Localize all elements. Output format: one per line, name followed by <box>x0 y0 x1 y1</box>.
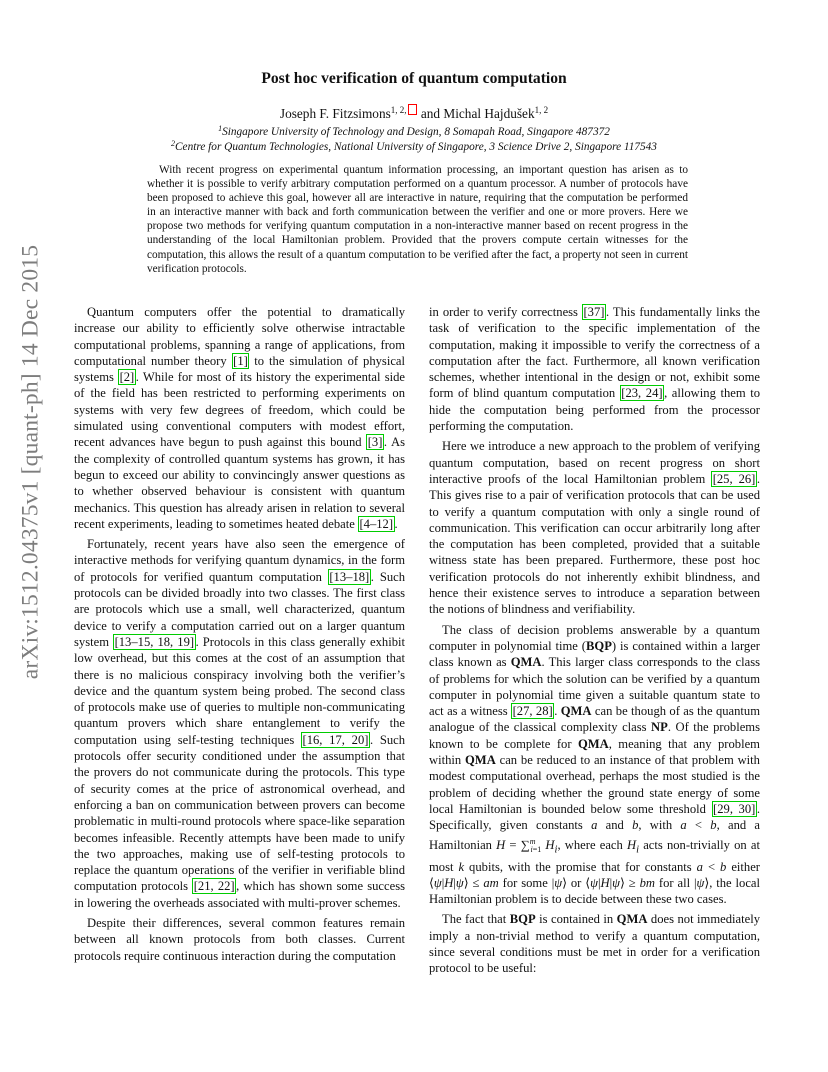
right-paragraph-2: Here we introduce a new approach to the problem of verifying quantum computation, based on recent progress on short interactive proofs of the local Hamiltonian problem [25, 26] . This gives rise to a pair of verification protocols that can be used to verify a quantum computation with only a single round of communication. This verification can occur arbitrarily long after the computation has been completed, provided that a suitable witness state has been prepared. Furthermore, these post hoc verification protocols do not inherently exhibit blindness, and hence their existence serves to introduce a separation between the notions of blindness and verifiability. <box>429 439 761 617</box>
citation-link[interactable]: [13–15, 18, 19] <box>114 634 195 649</box>
affiliation-2-sup: 2 <box>171 139 176 148</box>
right-column <box>429 304 760 981</box>
citation-link[interactable]: [1] <box>233 353 248 368</box>
citation-link[interactable]: [16, 17, 20] <box>302 732 369 747</box>
citation-link[interactable]: [23, 24] <box>621 386 663 401</box>
citation-link[interactable]: [25, 26] <box>712 471 756 486</box>
affiliation-1-text: Singapore University of Technology and Design, 8 Somapah Road, Singapore 487372 <box>222 126 610 138</box>
author-fitzsimons: Joseph F. Fitzsimons <box>279 106 391 121</box>
citation-link[interactable]: [13–18] <box>329 569 370 584</box>
citation-link[interactable]: [27, 28] <box>512 704 553 719</box>
footnote-link[interactable] <box>408 104 417 115</box>
arxiv-identifier: arXiv:1512.04375v1 [quant-ph] 14 Dec 2015 <box>17 244 44 680</box>
abstract: With recent progress on experimental quantum information processing, an important question has arisen as to whether it is possible to verify arbitrary computation performed on a quantum processor. A number of protocols have been proposed to achieve this goal, however all are interactive in nature, requiring that the computation be performed in an interactive manner with back and forth communication between the verifier and one or more provers. Here we propose two methods for verifying quantum computation in a non-interactive manner based on recent progress in the understanding of the local Hamiltonian problem. Provided that the provers compute certain witnesses for the computation, this allows the result of a quantum computation to be verified after the fact, a property not seen in current verification protocols. <box>147 164 688 275</box>
citation-link[interactable]: [3] <box>367 435 383 450</box>
left-paragraph-2: Fortunately, recent years have also seen the emergence of interactive methods for verifying quantum dynamics, in the form of protocols for verified quantum computation [13–18] . Such protocols can be divided broadly into two classes. The first class are protocols which use a small, well characterized, quantum device to verify a computation carried out on a larger quantum system [13–15, 18, 19] . Protocols in this class generally exhibit low overhead, but this comes at the cost of an assumption that there is no malicious conspiracy involving both the verifier’s device and the quantum system being probed. The second class of protocols make use of queries to multiple non-communicating quantum provers which share entanglement to verify the computation using self-testing techniques [16, 17, 20] . Such protocols offer security conditioned under the assumption that the provers do not communicate during the protocols. This type of security comes at the price of astronomical overhead, and enforcing a ban on communication between provers can become problematic in multi-round protocols where space-like separation becomes infeasible. Recently attempts have been made to unify the two approaches, making use of self-testing protocols to replace the quantum operations of the verifier in verifiable blind computation protocols [21, 22] , which has shown some success in lowering the overheads associated with multi-prover schemes. <box>74 537 406 910</box>
right-paragraph-3: The class of decision problems answerable by a quantum computer in polynomial time (BQP) is contained within a larger class known as QMA. This larger class corresponds to the class of problems for which the solution can be verified by a quantum computer in polynomial time given a suitable quantum state to act as a witness [27, 28] . QMA can be though of as the quantum analogue of the classical complexity class NP. Of the problems known to be complete for QMA, meaning that any problem within QMA can be reduced to an instance of that problem with modest computational overhead, perhaps the most studied is the problem of deciding whether the ground state energy of some local Hamiltonian is bounded below some threshold [29, 30] . Specifically, given constants a and b, with a < b, and a Hamiltonian H = ∑$^m_{i=1}$ $H_i$, where each $H_i$ acts non-trivially on at most k qubits, with the promise that for constants a < b either ⟨ψ|H|ψ⟩ ≤ am for some |ψ⟩ or ⟨ψ|H|ψ⟩ ≥ bm for all |ψ⟩, the local Hamiltonian problem is to decide between these two cases. <box>429 622 761 907</box>
right-paragraph-1: in order to verify correctness [37] . This fundamentally links the task of verification to the specific implementation of the computation, making it impossible to verify the correctness of a computation after the fact. Furthermore, all known verification schemes, whether intentional in the design or not, exhibit some form of blind quantum computation [23, 24] , allowing them to hide the computation being performed from the processor performing the computation. <box>429 305 760 434</box>
citation-link[interactable]: [21, 22] <box>193 879 235 894</box>
citation-link[interactable]: [2] <box>119 370 135 385</box>
affiliation-1 <box>0 124 828 138</box>
citation-link[interactable]: [4–12] <box>359 516 394 531</box>
right-paragraph-4: The fact that BQP is contained in QMA does not immediately imply a non-trivial method to verify a quantum computation, since several conditions must be met in order for a verification protocol to be useful: <box>429 912 760 976</box>
author-line <box>0 104 828 122</box>
citation-link[interactable]: [37] <box>583 305 605 319</box>
author1-affiliation-sup: 1, 2, <box>390 105 407 115</box>
affiliation-2-text: Centre for Quantum Technologies, National University of Singapore, 3 Science Drive 2, Singapore 117543 <box>175 141 657 153</box>
affiliation-2 <box>0 139 828 153</box>
author-hajdusek: and Michal Hajdušek <box>420 106 535 121</box>
left-column <box>74 304 405 968</box>
author2-affiliation-sup: 1, 2 <box>534 105 549 115</box>
citation-link[interactable]: [29, 30] <box>713 801 756 816</box>
left-paragraph-1: Quantum computers offer the potential to dramatically increase our ability to efficiently solve otherwise intractable computational problems, spanning a range of applications, from computational number theory [1] to the simulation of physical systems [2] . While for most of its history the experimental side of the field has been restricted to performing experiments on systems with very few degrees of freedom, which could be simulated using conventional computers with modest effort, recent advances have begun to push against this bound [3] . As the complexity of controlled quantum systems has grown, it has begun to exceed our ability to convincingly answer questions as to whether observed behaviour is consistent with quantum mechanics. This question has already arisen in relation to several recent experiments, leading to sometimes heated debate [4–12] . <box>74 305 405 531</box>
left-paragraph-3: Despite their differences, several common features remain between all known protocols from both classes. Current protocols require continuous interaction during the computation <box>74 915 405 963</box>
paper-title: Post hoc verification of quantum computation <box>261 70 567 87</box>
arxiv-sidebar <box>14 244 48 680</box>
affiliation-1-sup: 1 <box>218 124 223 133</box>
